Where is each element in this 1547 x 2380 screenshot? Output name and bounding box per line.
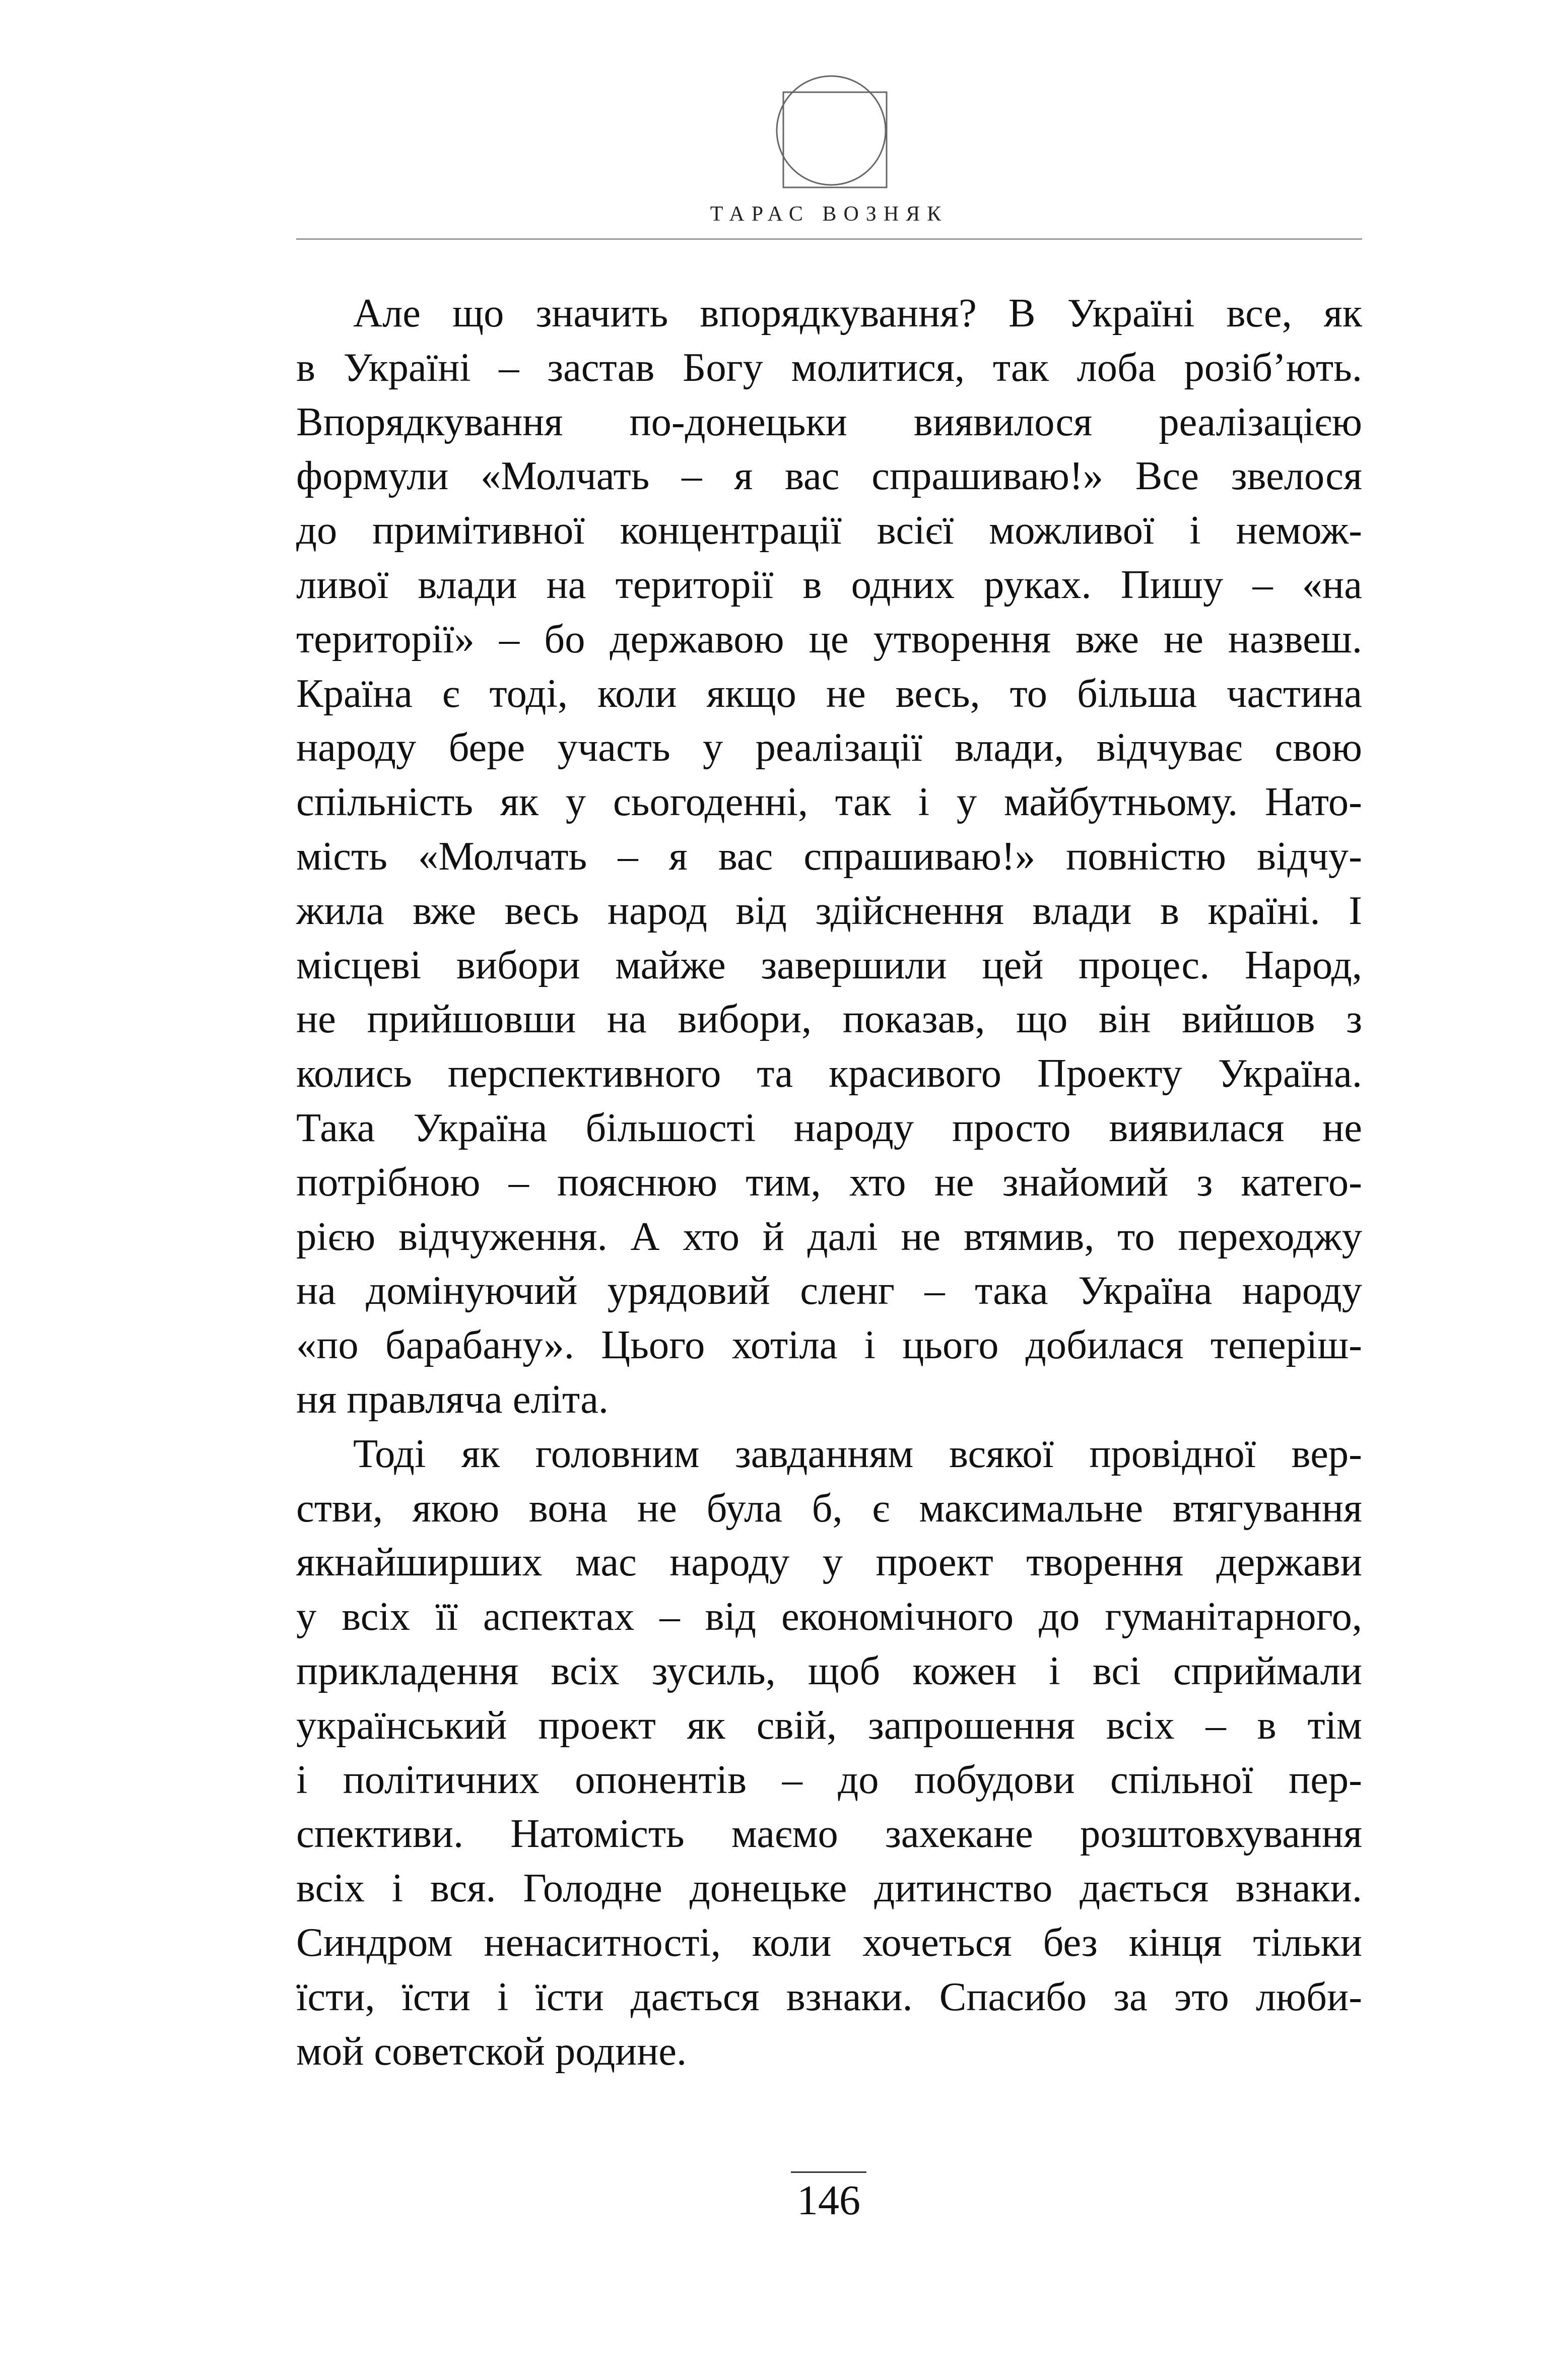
- page-number: 146: [797, 2177, 860, 2224]
- text-line: формули «Молчать – я вас спрашиваю!» Все звелося: [296, 453, 1362, 499]
- paragraph: [296, 286, 1362, 1427]
- page-number-rule: [791, 2171, 866, 2173]
- text-line: прикладення всіх зусиль, щоб кожен і всі сприймали: [296, 1648, 1362, 1693]
- text-line: спільність як у сьогоденні, так і у майбутньому. Нато-: [296, 779, 1362, 825]
- text-line: на домінуючий урядовий сленг – така Україна народу: [296, 1268, 1362, 1313]
- text-line: у всіх її аспектах – від економічного до гуманітарного,: [296, 1594, 1362, 1639]
- header-rule: [296, 238, 1362, 240]
- text-line: «по барабану». Цього хотіла і цього добилася теперіш-: [296, 1323, 1362, 1368]
- text-line: жила вже весь народ від здійснення влади в країні. І: [296, 888, 1362, 933]
- text-line: потрібною – пояснюю тим, хто не знайомий з катего-: [296, 1159, 1362, 1205]
- text-line: Така Україна більшості народу просто виявилася не: [296, 1105, 1362, 1150]
- text-line: території» – бо державою це утворення вже не назвеш.: [296, 616, 1362, 662]
- text-line: в Україні – застав Богу молитися, так лоба розіб’ють.: [296, 345, 1362, 390]
- text-line: народу бере участь у реалізації влади, відчуває свою: [296, 725, 1362, 770]
- text-line: мой советской родине.: [296, 2028, 687, 2074]
- text-line: спективи. Натомість маємо захекане розштовхування: [296, 1811, 1362, 1857]
- text-line: всіх і вся. Голодне донецьке дитинство дається взнаки.: [296, 1866, 1362, 1911]
- text-line: Але що значить впорядкування? В Україні все, як: [353, 291, 1362, 336]
- text-line: Країна є тоді, коли якщо не весь, то більша частина: [296, 671, 1362, 716]
- text-line: Тоді як головним завданням всякої провідної вер-: [353, 1431, 1362, 1476]
- text-line: стви, якою вона не була б, є максимальне втягування: [296, 1485, 1362, 1531]
- text-line: мість «Молчать – я вас спрашиваю!» повністю відчу-: [296, 833, 1362, 879]
- body-text: [296, 286, 1362, 2078]
- text-line: не прийшовши на вибори, показав, що він вийшов з: [296, 997, 1362, 1042]
- text-line: до примітивної концентрації всієї можливої і немож-: [296, 508, 1362, 553]
- text-line: ня правляча еліта.: [296, 1376, 609, 1422]
- text-line: Синдром ненаситності, коли хочеться без кінця тільки: [296, 1920, 1362, 1965]
- text-line: український проект як свій, запрошення всіх – в тім: [296, 1702, 1362, 1748]
- paragraph: [296, 1427, 1362, 2079]
- text-line: якнайширших мас народу у проект творення держави: [296, 1540, 1362, 1585]
- text-line: їсти, їсти і їсти дається взнаки. Спасибо за это люби-: [296, 1974, 1362, 2019]
- text-line: рією відчуження. А хто й далі не втямив, то переходжу: [296, 1214, 1362, 1259]
- text-line: Впорядкування по-донецьки виявилося реалізацією: [296, 399, 1362, 444]
- text-line: ливої влади на території в одних руках. Пишу – «на: [296, 562, 1362, 607]
- running-header-author: ТАРАС ВОЗНЯК: [710, 203, 949, 226]
- text-line: місцеві вибори майже завершили цей процес. Народ,: [296, 942, 1362, 987]
- circle-square-emblem-icon: [772, 74, 908, 189]
- text-line: і політичних опонентів – до побудови спільної пер-: [296, 1757, 1362, 1802]
- text-line: колись перспективного та красивого Проекту Україна.: [296, 1051, 1362, 1096]
